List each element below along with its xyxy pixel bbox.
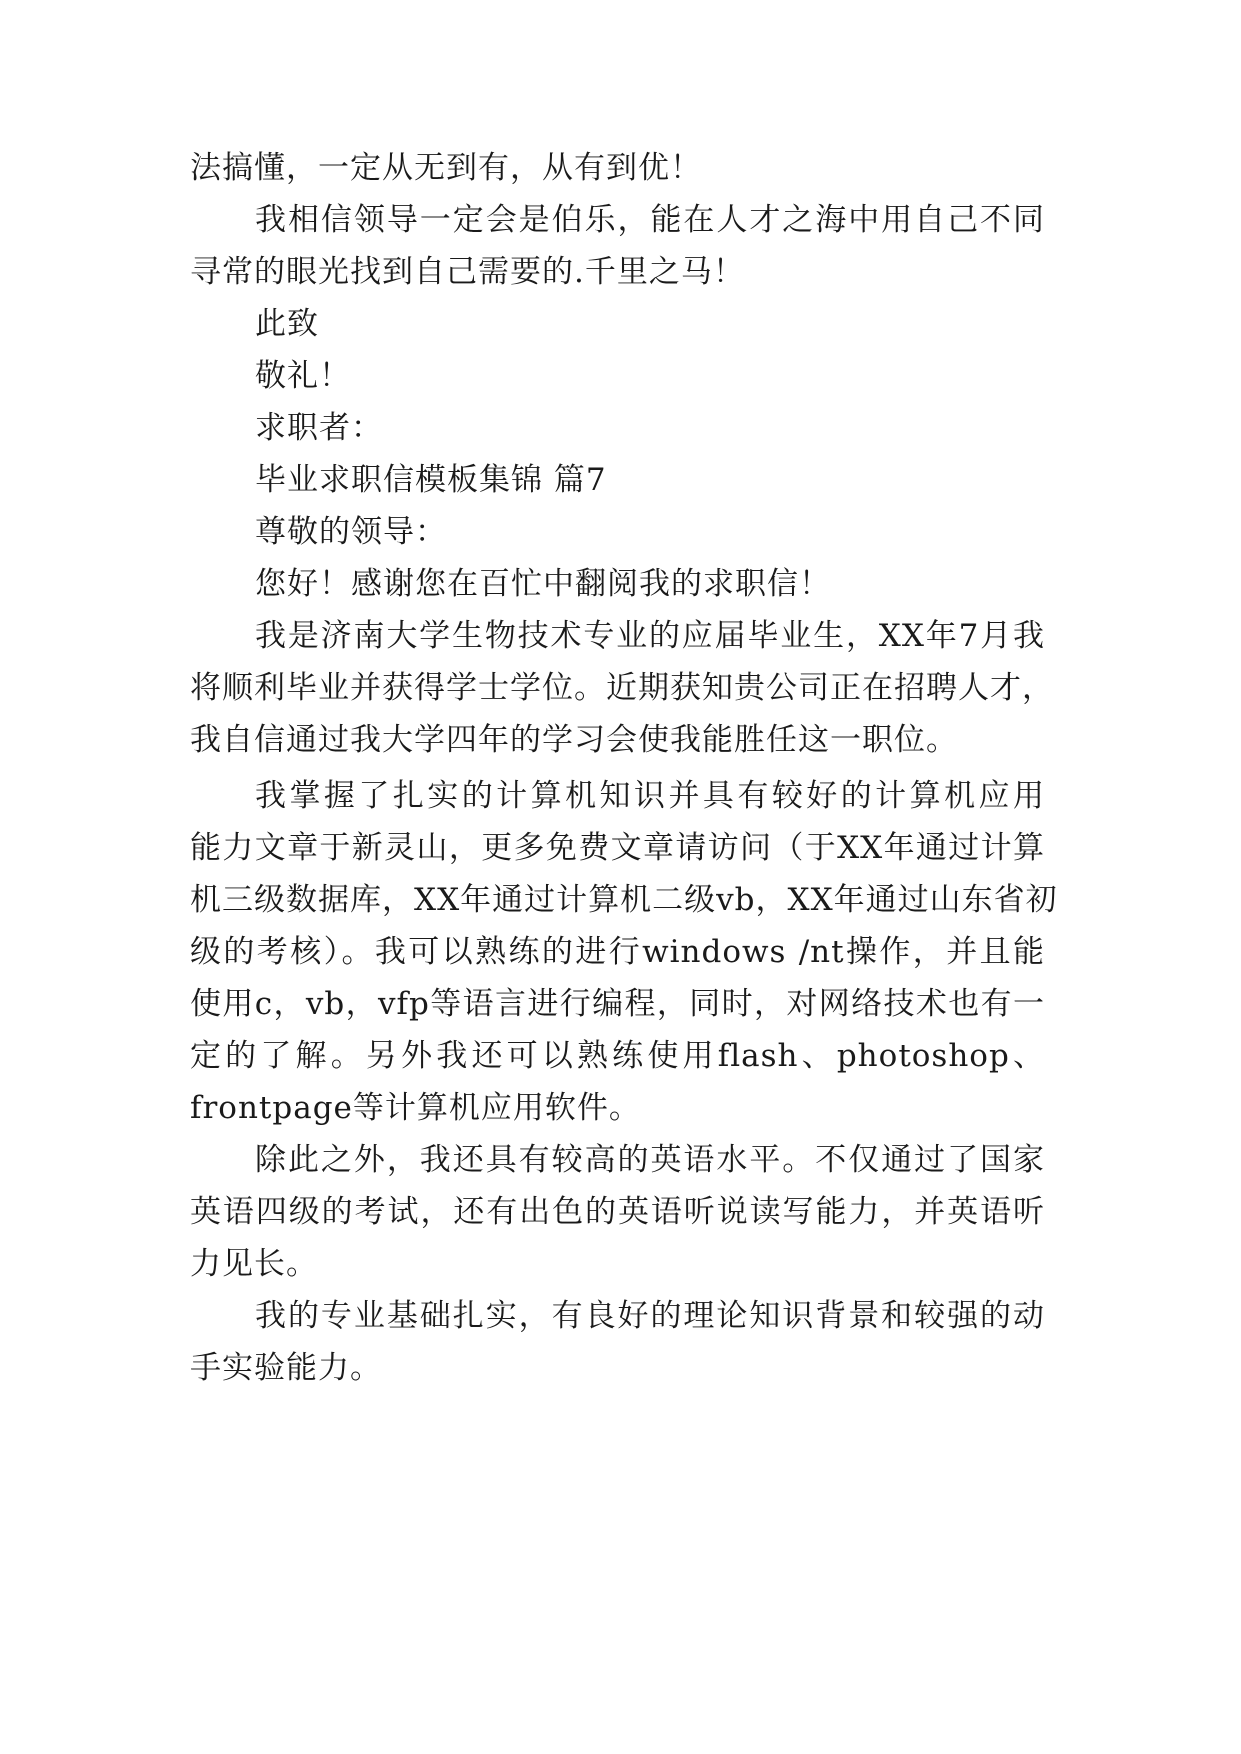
text-line: 除此之外，我还具有较高的英语水平。不仅通过了国家 xyxy=(255,1142,1045,1178)
text-line: 我相信领导一定会是伯乐，能在人才之海中用自己不同 xyxy=(255,202,1045,238)
text-line: 寻常的眼光找到自己需要的.千里之马！ xyxy=(190,254,745,290)
text-line: 英语四级的考试，还有出色的英语听说读写能力，并英语听 xyxy=(190,1194,1045,1230)
text-line: 求职者： xyxy=(255,410,383,446)
text-line: 将顺利毕业并获得学士学位。近期获知贵公司正在招聘人才， xyxy=(190,670,1054,706)
text-line: 使用c，vb，vfp等语言进行编程，同时，对网络技术也有一 xyxy=(190,986,1045,1022)
text-line: 手实验能力。 xyxy=(190,1350,382,1386)
text-line: 我的专业基础扎实，有良好的理论知识背景和较强的动 xyxy=(255,1298,1045,1334)
text-line: 我自信通过我大学四年的学习会使我能胜任这一职位。 xyxy=(190,722,958,758)
text-line: 此致 xyxy=(255,306,319,342)
text-line: 机三级数据库，XX年通过计算机二级vb，XX年通过山东省初 xyxy=(190,882,1058,918)
text-line: 能力文章于新灵山，更多免费文章请访问（于XX年通过计算 xyxy=(190,830,1045,866)
text-line: 我是济南大学生物技术专业的应届毕业生，XX年7月我 xyxy=(255,618,1045,654)
text-line: 我掌握了扎实的计算机知识并具有较好的计算机应用 xyxy=(255,778,1045,814)
section-heading: 毕业求职信模板集锦 篇7 xyxy=(255,462,607,498)
text-line: 尊敬的领导： xyxy=(255,514,447,550)
text-line: frontpage等计算机应用软件。 xyxy=(190,1090,641,1126)
text-line: 敬礼！ xyxy=(255,358,351,394)
text-line: 法搞懂，一定从无到有，从有到优！ xyxy=(190,150,702,186)
text-line: 定的了解。另外我还可以熟练使用flash、photoshop、 xyxy=(190,1038,1045,1074)
text-line: 力见长。 xyxy=(190,1246,318,1282)
text-line: 级的考核）。我可以熟练的进行windows /nt操作，并且能 xyxy=(190,934,1045,970)
text-line: 您好！感谢您在百忙中翻阅我的求职信！ xyxy=(255,566,831,602)
